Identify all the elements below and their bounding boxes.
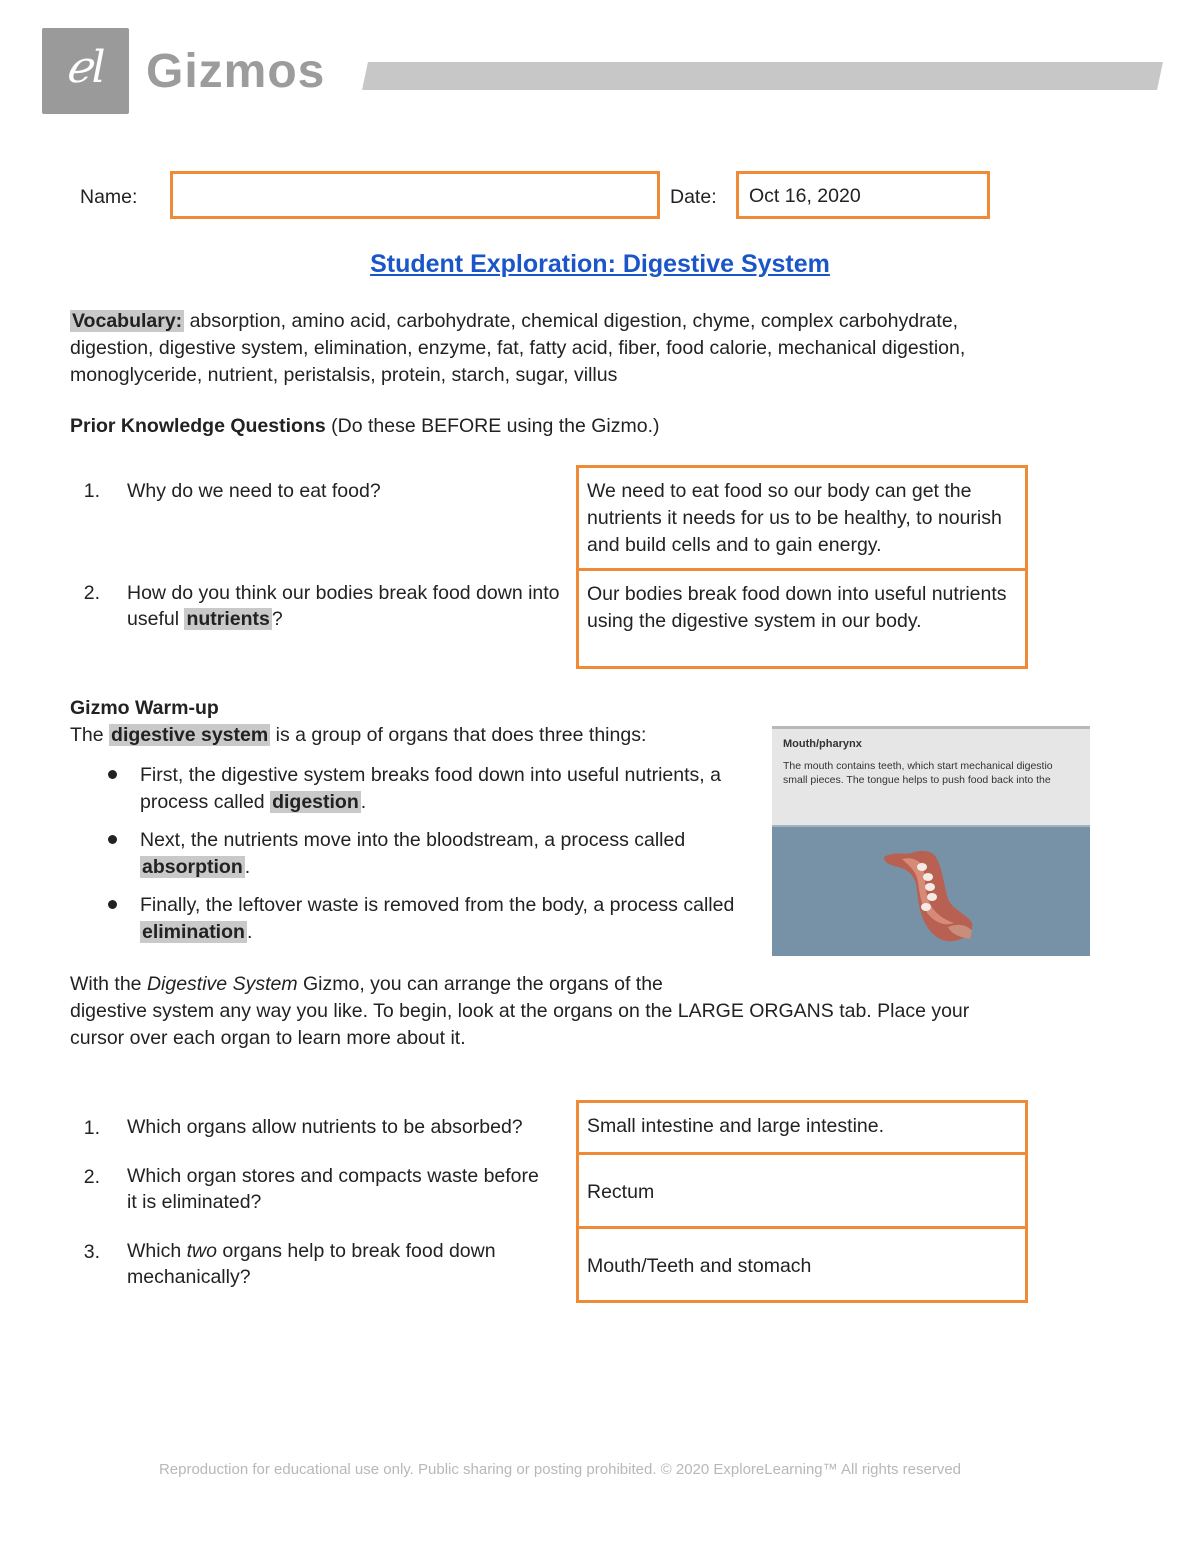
prior-knowledge-heading: Prior Knowledge Questions (Do these BEFORE using the Gizmo.) xyxy=(70,415,660,437)
bullet-icon xyxy=(108,835,117,844)
absorption-term: absorption xyxy=(142,856,243,878)
gizmos-brand: Gizmos xyxy=(146,45,326,98)
warmup-paragraph: With the Digestive System Gizmo, you can arrange the organs of the digestive system any way you like. To begin, look at the organs on the LARGE ORGANS tab. Place your cursor over each organ to learn more about it. xyxy=(70,973,970,1049)
nutrients-term: nutrients xyxy=(186,608,270,630)
gizmo-organ-heading: Mouth/pharynx xyxy=(783,738,862,750)
gizmo-screenshot xyxy=(772,726,1090,956)
prior-answer-table xyxy=(576,465,1028,669)
date-field[interactable]: Oct 16, 2020 xyxy=(736,171,990,219)
prior-q2-number: 2. xyxy=(83,582,100,604)
mouth-organ-icon xyxy=(772,827,1090,956)
warmup-q2-text: Which organ stores and compacts waste before it is eliminated? xyxy=(127,1165,539,1213)
name-field[interactable] xyxy=(170,171,660,219)
gizmo-organ-description: The mouth contains teeth, which start mechanical digestio small pieces. The tongue helps to push food back into the xyxy=(783,760,1053,786)
warmup-answer-table xyxy=(576,1100,1028,1303)
warmup-a2[interactable]: Rectum xyxy=(579,1152,1025,1226)
digestion-term: digestion xyxy=(272,791,359,813)
page-title: Student Exploration: Digestive System xyxy=(370,250,830,278)
warmup-q1-text: Which organs allow nutrients to be absorbed? xyxy=(127,1116,523,1138)
vocabulary-label: Vocabulary: xyxy=(72,310,183,332)
prior-q1-number: 1. xyxy=(83,480,100,502)
vocabulary-section: Vocabulary: absorption, amino acid, carbohydrate, chemical digestion, chyme, complex carbohydrate, digestion, digestive system, elimination, enzyme, fat, fatty acid, fiber, food calorie, mechanical digestion, monoglyceride, nutrient, peristalsis, protein, starch, sugar, villus xyxy=(70,310,966,386)
warmup-q3-number: 3. xyxy=(83,1241,100,1263)
bullet-icon xyxy=(108,900,117,909)
header-bar xyxy=(362,62,1163,90)
date-label: Date: xyxy=(670,186,717,208)
warmup-q2-number: 2. xyxy=(83,1166,100,1188)
digestive-system-term: digestive system xyxy=(111,724,269,746)
warmup-intro: The digestive system is a group of organs that does three things: xyxy=(70,724,647,746)
warmup-q1-number: 1. xyxy=(83,1117,100,1139)
explorelearning-logo: ℯl xyxy=(42,28,129,114)
prior-a2[interactable]: Our bodies break food down into useful nutrients using the digestive system in our body. xyxy=(579,568,1025,666)
warmup-q3-text: Which two organs help to break food down mechanically? xyxy=(127,1240,496,1288)
prior-q1-text: Why do we need to eat food? xyxy=(127,480,381,502)
warmup-a3[interactable]: Mouth/Teeth and stomach xyxy=(579,1226,1025,1300)
copyright-footer: Reproduction for educational use only. Public sharing or posting prohibited. © 2020 ExploreLearning™ All rights reserved xyxy=(158,1461,962,1478)
bullet-icon xyxy=(108,770,117,779)
elimination-term: elimination xyxy=(142,921,245,943)
warmup-a1[interactable]: Small intestine and large intestine. xyxy=(587,1115,885,1137)
warmup-heading: Gizmo Warm-up xyxy=(70,697,219,719)
name-label: Name: xyxy=(80,186,138,208)
prior-a1[interactable]: We need to eat food so our body can get the nutrients it needs for us to be healthy, to nourish and build cells and to gain energy. xyxy=(587,480,1002,556)
prior-q2-text: How do you think our bodies break food down into useful nutrients ? xyxy=(127,582,560,630)
